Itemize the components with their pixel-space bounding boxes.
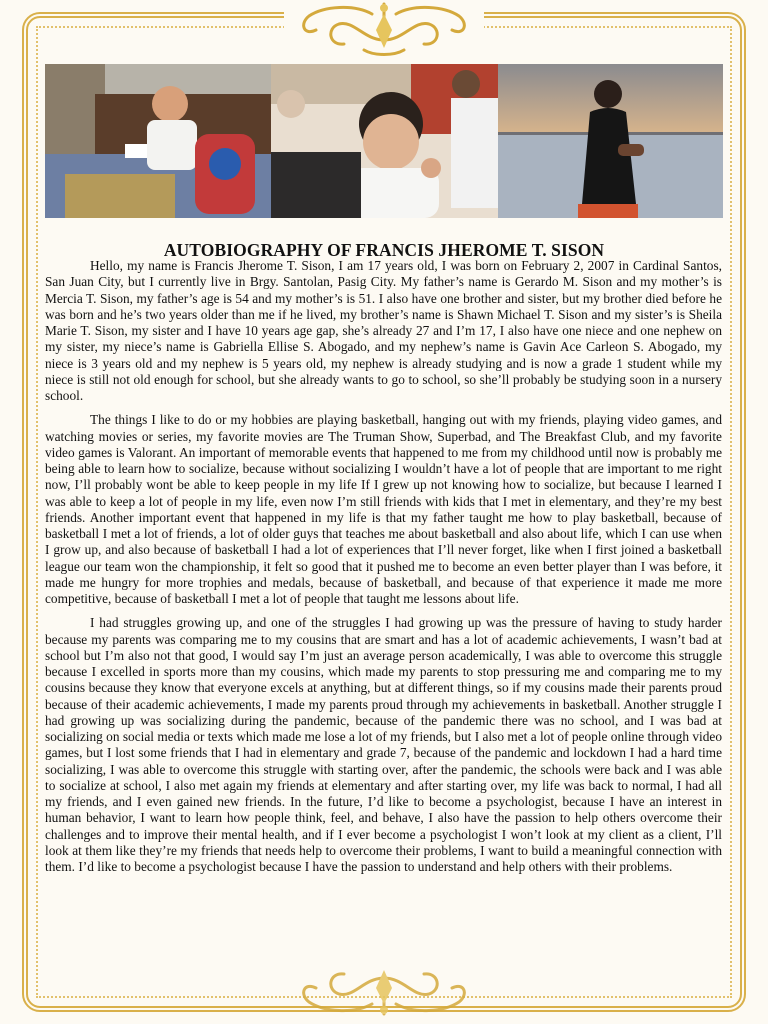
top-flourish-ornament [284, 0, 484, 62]
bottom-flourish-ornament [284, 956, 484, 1018]
document-body [45, 258, 722, 883]
paragraph-intro: Hello, my name is Francis Jherome T. Sison, I am 17 years old, I was born on February 2, 2007 in Cardinal Santos, San Juan City, but I currently live in Brgy. Santolan, Pasig City. My father’s name is Gerardo M. Sison and my mother’s is Mercia T. Sison, my father’s age is 54 and my mother’s is 51. I also have one brother and sister, but my brother died before he was born and he’s two years older than me if he lived, my brother’s name is Shawn Michael T. Sison and my sister’s is Sheila Marie T. Sison, my sister and I have 10 years age gap, she’s already 27 and I’m 17, I also have one niece and one nephew on my sister, my niece’s name is Gabriella Ellise S. Abogado, and my nephew’s name is Gavin Ace Carleon S. Abogado, my niece is 3 years old and my nephew is 5 years old, my nephew is already studying and is now a grade 1 student while my niece is still not old enough for school, but she already wants to go to school, so she’ll probably be studying soon in a nursery school. [45, 258, 722, 403]
paragraph-hobbies: The things I like to do or my hobbies are playing basketball, hanging out with my friends, playing video games, and watching movies or series, my favorite movies are The Truman Show, Superbad, and The Breakfast Club, and my favorite video games is Valorant. An important of memorable events that happened to me from my childhood until now is probably me being able to learn how to socialize, because without socializing I wouldn’t have a lot of people that are important to me right now, I’ll probably wont be able to keep people in my life If I grew up not knowing how to socialize, but because I learned I was able to keep a lot of people in my life, even now I’m still friends with kids that I met in elementary, and they’re my best friends. Another important event that happened in my life is that my father taught me how to play basketball, because of basketball I met a lot of friends, a lot of older guys that teaches me about basketball and also about life, which I can use when I grow up, and also because of basketball I had a lot of experiences that I’ll never forget, like when I first joined a basketball league our team won the championship, it felt so good that it pushed me to become an even better player than I was before, it made me hungry for more trophies and medals, because of basketball, and because of that experience it made me more competitive, because of basketball I met a lot of people that taught me lessons about life. [45, 412, 722, 606]
document-title: AUTOBIOGRAPHY OF FRANCIS JHEROME T. SISON [163, 239, 605, 260]
paragraph-struggles: I had struggles growing up, and one of the struggles I had growing up was the pressure of having to study harder because my parents was comparing me to my cousins that are smart and has a lot of academic achievements, I wasn’t bad at school but I’m also not that good, I would say I’m just an average person academically, I was able to overcome this struggle because I excelled in sports more than my cousins, which made my parents to stop pressuring me and comparing me to my cousins because they know that everyone excels at anything, but at different things, so if my cousins made their parents proud because of their academic achievements, I made my parents proud through my achievements in basketball. Another struggle I had growing up was socializing during the pandemic, because of the pandemic there was no school, and I was bad at socializing on social media or texts which made me lose a lot of my friends, but I also met a lot of people online through video games, but I lost some friends that I had in elementary and grade 7, because of the pandemic and lockdown I had a hard time socializing, I was able to overcome this struggle with starting over, after the pandemic, the schools were back and I was able to socialize at school, I also met again my friends at elementary and after starting over, my life was back to normal, I had all my friends, and I even gained new friends. In the future, I’d like to become a psychologist, because I have an interest in human behavior, I want to learn how people think, feel, and behave, I also have the passion to help others overcome their challenges and to improve their mental health, and if I ever become a psychologist I won’t look at my client as a client, I’ll look at them like they’re my friends that needs help to overcome their problems, I want to build a meaningful connection with them. I’d like to become a psychologist because I have the passion to understand and help others with their problems. [45, 615, 722, 874]
photo-teen-at-sunset [498, 64, 723, 218]
photo-collage [45, 64, 723, 218]
photo-child-on-bench [45, 64, 271, 218]
photo-child-in-restaurant [271, 64, 498, 218]
